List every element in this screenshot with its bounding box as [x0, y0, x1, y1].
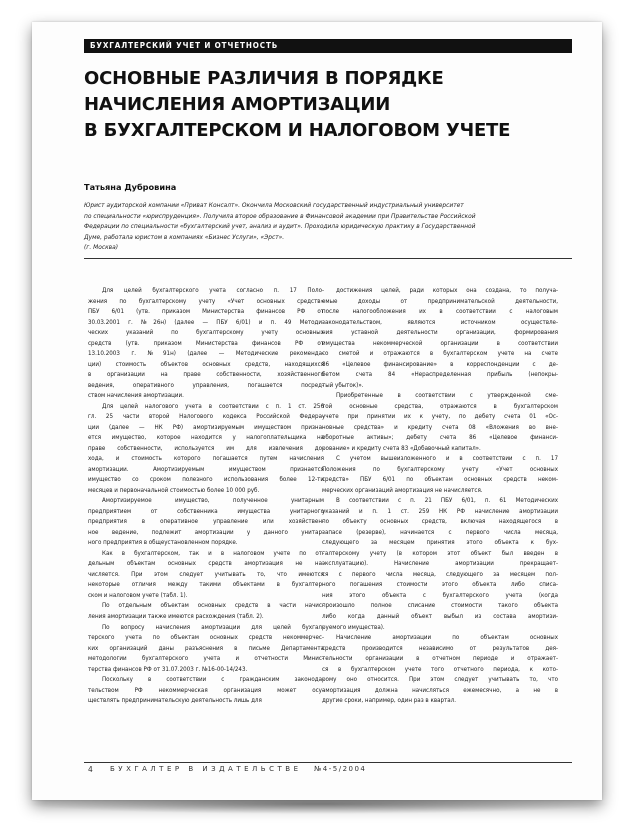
text-line: месяцев и первоначальной стоимостью более 10 000 руб.	[88, 486, 260, 494]
text-line: Поскольку в соответствии с гражданским законода-	[102, 676, 324, 684]
text-line: некоторые отличия между такими объектами в бухгалтер-	[88, 581, 324, 589]
text-line: ском и налоговом учете (табл. 1).	[88, 591, 188, 599]
text-line: предприятием от собственника имущества унитарного	[88, 507, 324, 515]
text-line: после налогообложения их в соответствии с налоговым	[322, 308, 558, 316]
text-line: средств производится независимо от результатов дея-	[322, 644, 558, 652]
text-line: Амортизируемое имущество, полученное унитарным	[102, 497, 324, 505]
text-line: средств (утв. приказом Министерства финансов РФ от	[88, 339, 324, 347]
text-line: галтерскому учету (в котором этот объект был введен в	[322, 549, 558, 557]
paragraph	[322, 633, 558, 707]
text-line: ведения, оперативного управления, погашается посред-	[88, 381, 324, 389]
text-line: рому оно относится. При этом следует учитывать то, что	[322, 676, 558, 684]
paragraph	[88, 675, 324, 707]
paragraph	[88, 549, 324, 602]
text-line: ществлять предпринимательскую деятельность лишь для	[88, 697, 262, 705]
text-line: числяется. При этом следует учитывать то, что имеются	[88, 570, 324, 578]
text-line: ется имущество, которое находится у налогоплательщика на	[88, 434, 324, 442]
paragraph	[88, 496, 324, 549]
text-line: тельством РФ некоммерческая организация может осу-	[88, 686, 324, 694]
text-line: запасе (резерве), начинается с первого числа месяца,	[322, 528, 558, 536]
top-divider	[84, 258, 572, 259]
paragraph	[322, 286, 558, 391]
text-line: Для целей налогового учета в соответствии с п. 1 ст. 256	[102, 402, 324, 410]
text-line: С учетом вышеизложенного и в соответствии с п. 17	[336, 455, 558, 463]
text-line: 13.10.2003 г. №91н) (далее — Методические рекоменда-	[88, 350, 324, 358]
text-line: тый убыток)».	[322, 381, 364, 389]
page-footer	[84, 764, 572, 776]
bio-line: по специальности «юриспруденция». Получила второе образование в Финансовой академии при Правительстве Российской	[84, 213, 476, 220]
page-number: 4	[88, 765, 93, 774]
text-line: тельности организации в отчетном периоде и отражает-	[322, 655, 558, 663]
text-line: дельным объектам основных средств амортизация не на-	[88, 560, 324, 568]
footer-divider	[84, 762, 572, 763]
title-line: ОСНОВНЫЕ РАЗЛИЧИЯ В ПОРЯДКЕ	[84, 68, 444, 89]
text-line: законодательством, являются источником осуществле-	[322, 318, 558, 326]
text-line: ством начисления амортизации.	[88, 392, 184, 400]
bio-line: (г. Москва)	[84, 245, 119, 251]
text-line: ПБУ 6/01 (утв. приказом Министерства финансов РФ от	[88, 308, 324, 316]
text-line: той основные средства, отражаются в бухгалтерском	[322, 402, 558, 410]
text-line: 30.03.2001 г. №26н) (далее — ПБУ 6/01) и п. 49 Методи-	[88, 318, 324, 326]
text-line: В соответствии с п. 21 ПБУ 6/01, п. 61 Методических	[336, 497, 558, 505]
text-line: ких организаций даны разъяснения в письме Департамента	[88, 644, 324, 652]
text-line: Для целей бухгалтерского учета согласно п. 17 Поло-	[102, 287, 324, 294]
text-line: мерческих организаций амортизация не начисляется.	[322, 486, 483, 494]
title-line: В БУХГАЛТЕРСКОМ И НАЛОГОВОМ УЧЕТЕ	[84, 120, 511, 141]
text-line: ное ведение, подлежит амортизации у данного унитар-	[88, 528, 324, 536]
text-line: ного предприятия в общеустановленном порядке.	[88, 539, 238, 547]
text-line: предприятия в оперативное управление или хозяйствен-	[88, 518, 324, 526]
text-line: рование» и кредиту счета 83 «Добавочный капитал».	[322, 444, 481, 452]
text-line: бетом счета 84 «Нераспределенная прибыль (непокры-	[322, 371, 558, 379]
bio-line: Федерации по специальности «бухгалтерский учет, анализ и аудит». Проходила юридическую практику в Государственной	[84, 224, 476, 230]
text-line: ления амортизации также имеются расхождения (табл. 2).	[88, 612, 264, 620]
section-rubric: БУХГАЛТЕРСКИЙ УЧЕТ И ОТЧЕТНОСТЬ	[84, 39, 572, 53]
text-line: ния уставной деятельности организации, формирования	[322, 329, 558, 337]
paragraph	[88, 402, 324, 497]
text-line: Как в бухгалтерском, так и в налоговом учете по от-	[102, 549, 324, 557]
paragraph	[322, 454, 558, 496]
text-line: средств» ПБУ 6/01 по объектам основных средств неком-	[322, 476, 558, 484]
text-line: методологии бухгалтерского учета и отчетности Минис-	[88, 655, 324, 663]
text-line: достижения целей, ради которых она создана, то получа-	[336, 287, 558, 294]
text-line: новные средства» и кредиту счета 08 «Вложения во вне-	[322, 423, 558, 431]
text-line: 86 «Целевое финансирование» в корреспонденции с де-	[322, 360, 558, 368]
text-line: ного погашения стоимости этого объекта либо списа-	[322, 581, 558, 589]
text-line: ции (далее — НК РФ) амортизируемым имуществом призна-	[88, 423, 324, 431]
text-line: оборотные активы»; дебету счета 86 «Целевое финанси-	[322, 434, 558, 442]
text-line: жения по бухгалтерскому учету «Учет основных средств»	[88, 297, 324, 305]
paragraph	[88, 286, 324, 402]
text-line: либо когда данный объект выбыл из состава амортизи-	[322, 612, 558, 620]
text-line: амортизация должна начисляться ежемесячно, а не в	[322, 686, 558, 694]
text-line: со сметой и отражаются в бухгалтерском учете на счете	[322, 350, 558, 358]
text-line: Начисление амортизации по объектам основных	[336, 634, 558, 642]
text-line: ся с первого числа месяца, следующего за месяцем пол-	[322, 570, 558, 578]
article-title	[84, 66, 564, 144]
text-line: ся в бухгалтерском учете того отчетного периода, к кото-	[322, 665, 558, 673]
text-line: амортизации. Амортизируемым имуществом признается	[88, 465, 324, 473]
text-line: указаний и п. 1 ст. 259 НК РФ начисление амортизации	[322, 507, 558, 515]
text-line: терства финансов РФ от 31.07.2003 г. №16-00-14/243.	[88, 665, 248, 673]
text-line: ния этого объекта с бухгалтерского учета (когда	[322, 591, 558, 599]
text-line: По отдельным объектам основных средств в части начис-	[102, 602, 324, 610]
text-line: ции) стоимость объектов основных средств, находящихся	[88, 360, 324, 368]
text-line: эксплуатацию). Начисление амортизации прекращает-	[322, 560, 558, 568]
text-line: следующего за месяцем принятия этого объекта к бух-	[322, 539, 558, 547]
text-line: терского учета по объектам основных средств некоммерчес-	[88, 634, 324, 642]
right-column	[322, 286, 558, 707]
magazine-name: БУХГАЛТЕР В ИЗДАТЕЛЬСТВЕ	[110, 765, 302, 773]
text-line: гл. 25 части второй Налогового кодекса Российской Федера-	[88, 413, 324, 421]
text-line: другие сроки, например, один раз в квартал.	[322, 697, 457, 705]
text-line: ческих указаний по бухгалтерскому учету основных	[88, 329, 324, 337]
text-line: имущества некоммерческой организации в соответствии	[322, 339, 558, 347]
author-bio	[84, 201, 524, 254]
text-line: учете при принятии их к учету, по дебету счета 01 «Ос-	[322, 413, 558, 421]
paragraph	[88, 601, 324, 622]
text-line: Приобретенные в соответствии с утвержденной сме-	[336, 392, 558, 400]
text-line: произошло полное списание стоимости такого объекта	[322, 602, 558, 610]
text-line: Положения по бухгалтерскому учету «Учет основных	[322, 465, 558, 473]
issue-number: №4-5/2004	[314, 765, 367, 773]
paragraph	[88, 623, 324, 676]
paragraph	[322, 391, 558, 454]
left-column	[88, 286, 324, 707]
paragraph	[322, 496, 558, 633]
author-name: Татьяна Дубровина	[84, 182, 177, 192]
text-line: руемого имущества).	[322, 623, 385, 631]
bio-line: Думе, работала юристом в компаниях «Бизнес Услуги», «Эрст».	[84, 234, 285, 241]
title-line: НАЧИСЛЕНИЯ АМОРТИЗАЦИИ	[84, 94, 391, 115]
magazine-page	[32, 22, 602, 800]
text-line: праве собственности, используется им для извлечения до-	[88, 444, 324, 452]
text-line: имущество со сроком полезного использования более 12-ти	[88, 476, 324, 484]
text-line: по объекту основных средств, включая находящегося в	[322, 518, 558, 526]
text-line: хода, и стоимость которого погашается путем начисления	[88, 455, 324, 463]
text-line: емые доходы от предпринимательской деятельности,	[322, 297, 558, 305]
text-line: По вопросу начисления амортизации для целей бухгал-	[102, 623, 324, 631]
bio-line: Юрист аудиторской компании «Приват Консалт». Окончила Московский государственный индустриальный университет	[84, 203, 464, 209]
text-line: в организации на праве собственности, хозяйственного	[88, 371, 324, 379]
